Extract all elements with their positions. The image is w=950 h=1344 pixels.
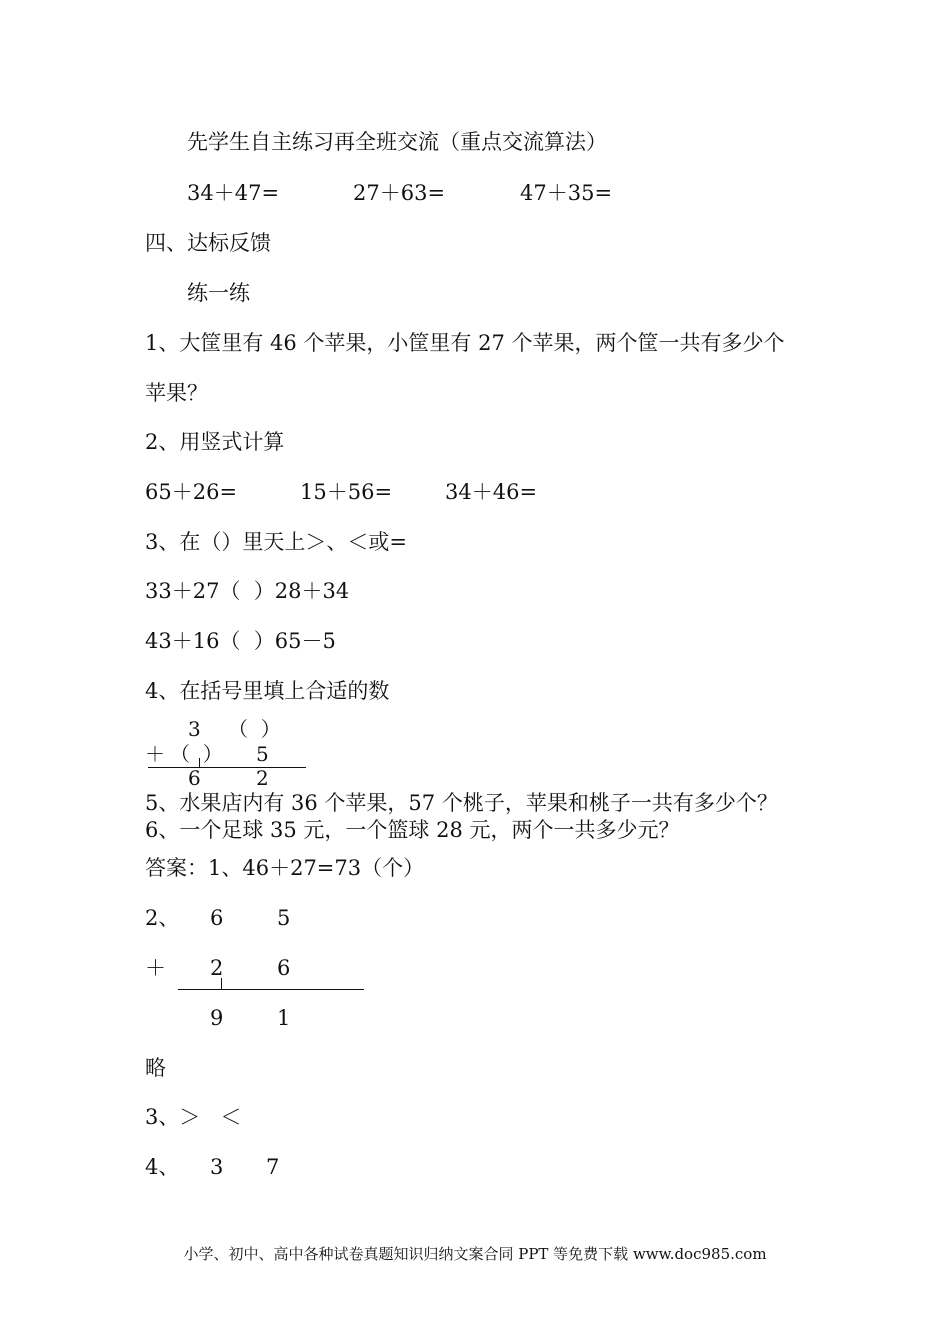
question-5: 5、水果店内有 36 个苹果，57 个桃子，苹果和桃子一共有多少个？ <box>145 791 778 815</box>
ans2-top-tens: 6 <box>210 906 224 930</box>
q4-mid-ones: 5 <box>256 742 269 766</box>
q4-result-tens: 6 <box>188 766 201 790</box>
question-4-title: 4、在括号里填上合适的数 <box>145 679 390 703</box>
ans2-top-ones: 5 <box>277 906 291 930</box>
question-6: 6、一个足球 35 元，一个篮球 28 元，两个一共多少元？ <box>145 818 680 842</box>
question-2-expression: 15＋56= <box>300 480 393 504</box>
question-2-expression: 65＋26= <box>145 480 238 504</box>
omitted-note: 略 <box>145 1056 166 1080</box>
question-2-expression: 34＋46= <box>445 480 538 504</box>
q4-mid-tens-blank: （ ） <box>170 742 223 766</box>
question-3-item: 43＋16（ ）65－5 <box>145 629 336 653</box>
ans2-label: 2、 <box>145 906 180 930</box>
section-heading: 四、达标反馈 <box>145 231 271 255</box>
intro-expression: 34＋47= <box>187 181 280 205</box>
ans2-plus-sign: ＋ <box>145 956 166 980</box>
answer-line-1: 答案：1、46＋27=73（个） <box>145 856 425 880</box>
question-3-item: 33＋27（ ）28＋34 <box>145 579 350 603</box>
intro-expression: 47＋35= <box>520 181 613 205</box>
ans2-mid-tens: 2 <box>210 956 224 980</box>
question-1-line-2: 苹果？ <box>145 381 208 405</box>
ans2-carry-tick <box>221 978 222 989</box>
page-footer: 小学、初中、高中各种试卷真题知识归纳文案合同 PPT 等免费下载 www.doc985.com <box>183 1245 767 1263</box>
ans2-result-ones: 1 <box>277 1006 291 1030</box>
ans2-mid-ones: 6 <box>277 956 291 980</box>
ans2-result-tens: 9 <box>210 1006 224 1030</box>
intro-text: 先学生自主练习再全班交流（重点交流算法） <box>187 130 607 154</box>
question-2-title: 2、用竖式计算 <box>145 430 285 454</box>
question-3-title: 3、在（）里天上＞、＜或= <box>145 530 407 554</box>
answer-3: 3、＞ ＜ <box>145 1105 242 1129</box>
q4-sum-line <box>148 767 306 768</box>
q4-result-ones: 2 <box>256 766 269 790</box>
ans4-value-b: 7 <box>266 1155 280 1179</box>
ans4-value-a: 3 <box>210 1155 224 1179</box>
intro-expression: 27＋63= <box>353 181 446 205</box>
q4-top-tens: 3 <box>188 717 201 741</box>
question-1-line-1: 1、大筐里有 46 个苹果，小筐里有 27 个苹果，两个筐一共有多少个 <box>145 331 785 355</box>
ans2-sum-line <box>178 989 364 990</box>
ans4-label: 4、 <box>145 1155 180 1179</box>
q4-plus-sign: ＋ <box>145 742 165 766</box>
practice-heading: 练一练 <box>187 281 250 305</box>
q4-top-ones-blank: （ ） <box>228 717 281 741</box>
